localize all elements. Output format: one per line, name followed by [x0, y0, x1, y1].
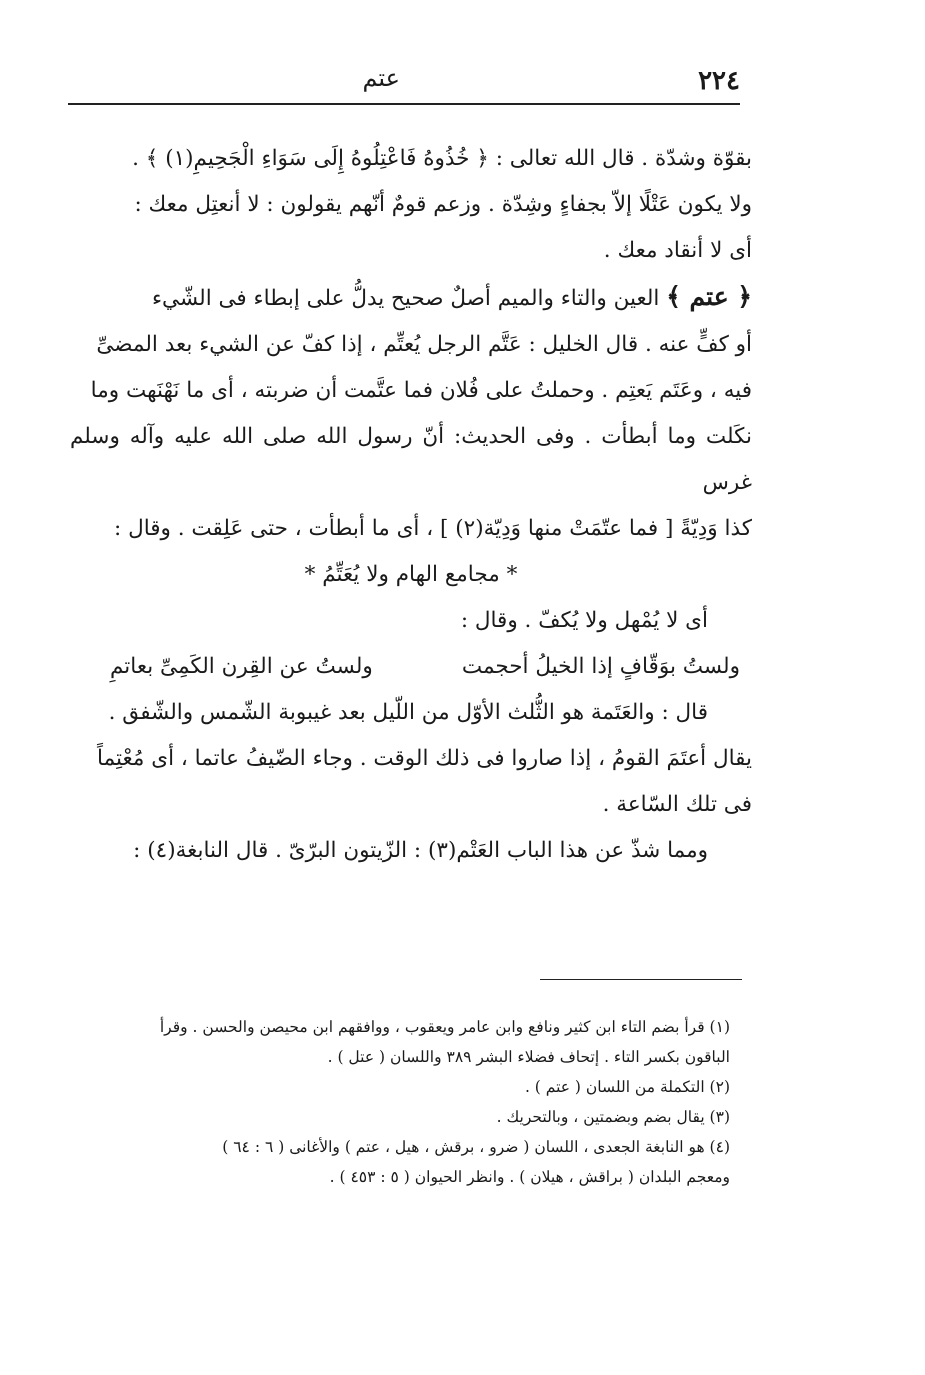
footnote-rule [540, 979, 742, 980]
text-line: أى لا يُمْهل ولا يُكفّ . وقال : [460, 608, 708, 633]
text-line: قال : والعَتَمة هو الثُّلث الأوّل من اللّيل بعد غيبوبة الشّمس والشّفق . [108, 700, 708, 725]
page-header [68, 60, 740, 102]
footnote: (٣) يقال بضم وبضمتين ، وبالتحريك . [496, 1108, 730, 1126]
text-line: كذا وَدِيّةً [ فما عتّمَتْ منها وَدِيّة(٢) ] ، أى ما أبطأت ، حتى عَلِقت . وقال : [114, 516, 752, 541]
footnote-continuation: الباقون بكسر التاء . إتحاف فضلاء البشر ٣٨٩ واللسان ( عتل ) . [327, 1048, 730, 1066]
footnote: (٤) هو النابغة الجعدى ، اللسان ( ضرو ، برقش ، هيل ، عتم ) والأغانى ( ٦ : ٦٤ ) [222, 1138, 730, 1156]
entry-headword: ﴿ عتم ﴾ [666, 282, 752, 311]
main-text [70, 136, 752, 874]
footnote: (١) قرأ بضم التاء ابن كثير ونافع وابن عامر ويعقوب ، ووافقهم ابن محيصن والحسن . وقرأ [159, 1018, 730, 1036]
footnotes [60, 1012, 740, 1192]
text-line: ولا يكون عَتْلًا إلاّ بجفاءٍ وشِدّة . وزعم قومٌ أنّهم يقولون : لا أنعتِل معك : [134, 192, 752, 217]
running-title: عتم [362, 64, 400, 92]
entry-first-line [70, 274, 752, 322]
text-line: يقال أعتَمَ القومُ ، إذا صاروا فى ذلك الوقت . وجاء الضّيفُ عاتما ، أى مُعْتِماً [97, 746, 752, 771]
text-line: العين والتاء والميم أصلٌ صحيح يدلُّ على إبطاء فى الشّيء [151, 286, 660, 311]
page-number: ٢٢٤ [698, 66, 740, 96]
verse-hemistich-first: ولستُ بوَقّافٍ إذا الخيلُ أحجمت [461, 654, 740, 679]
footnote: (٢) التكملة من اللسان ( عتم ) . [524, 1078, 730, 1096]
verse-hemistich-second: ولستُ عن القِرن الكَمِىِّ بعاتمِ [110, 654, 373, 679]
verse-couplet [70, 644, 752, 690]
text-line: فى تلك السّاعة . [602, 792, 752, 817]
verse-line: * مجامع الهام ولا يُعَتِّمُ * [304, 562, 518, 587]
header-rule [68, 103, 740, 105]
text-line: فيه ، وعَتَم يَعتِم . وحملتُ على فُلان فما عتَّمت أن ضربته ، أى ما نَهْنَهت وما [90, 378, 752, 403]
text-line: ومما شذّ عن هذا الباب العَتْم(٣) : الزّيتون البرّىّ . قال النابغة(٤) : [133, 838, 708, 863]
text-line: أو كفٍّ عنه . قال الخليل : عَتَّم الرجل يُعتِّم ، إذا كفّ عن الشيء بعد المضىِّ [96, 332, 752, 357]
text-line: بقوّة وشدّة . قال الله تعالى : ﴿ خُذُوهُ فَاعْتِلُوهُ إِلَى سَوَاءِ الْجَحِيمِ(١) ﴾ . [132, 146, 752, 171]
text-line: نكَلت وما أبطأت . وفى الحديث: أنّ رسول الله صلى الله عليه وآله وسلم غرس [70, 424, 752, 495]
text-line: أى لا أنقاد معك . [603, 238, 752, 263]
footnote-continuation: ومعجم البلدان ( براقش ، هيلان ) . وانظر الحيوان ( ٥ : ٤٥٣ ) . [329, 1168, 730, 1186]
